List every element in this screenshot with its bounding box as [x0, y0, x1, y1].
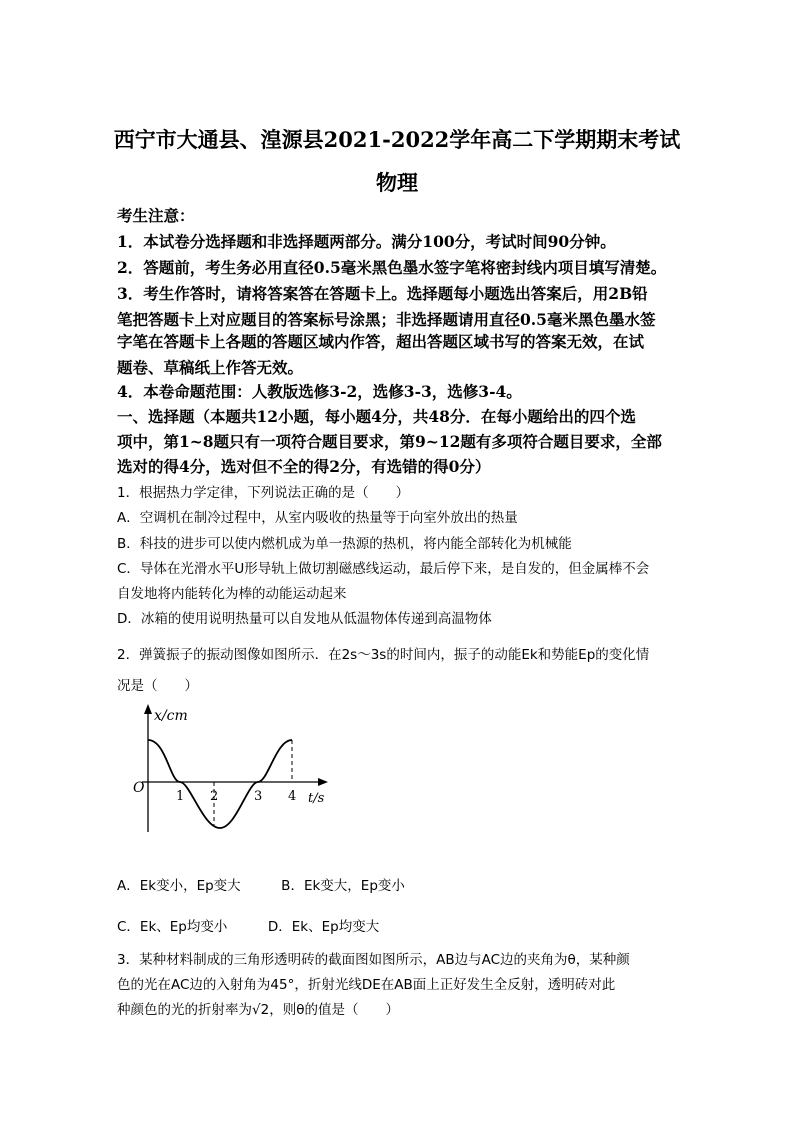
- question-1-option-b: B．科技的进步可以使内燃机成为单一热源的热机，将内能全部转化为机械能: [117, 536, 572, 552]
- notice-line: 4．本卷命题范围：人教版选修3-2，选修3-3，选修3-4。: [117, 382, 522, 401]
- tick-label: 4: [288, 789, 297, 804]
- question-1-option-a: A．空调机在制冷过程中，从室内吸收的热量等于向室外放出的热量: [117, 510, 518, 526]
- section-instructions: 选对的得4分，选对但不全的得2分，有选错的得0分）: [117, 457, 491, 476]
- question-1-option-d: D．冰箱的使用说明热量可以自发地从低温物体传递到高温物体: [117, 611, 492, 627]
- tick-label: 1: [176, 789, 185, 804]
- tick-label: 2: [210, 789, 219, 804]
- exam-title: 西宁市大通县、湟源县2021-2022学年高二下学期期末考试: [113, 127, 681, 152]
- question-1-option-c-cont: 自发地将内能转化为棒的动能运动起来: [117, 586, 347, 602]
- oscillation-graph: [128, 700, 338, 838]
- notice-line: 1．本试卷分选择题和非选择题两部分。满分100分，考试时间90分钟。: [117, 232, 616, 251]
- question-2-options-ab: A．Ek变小，Ep变大 B．Ek变大，Ep变小: [117, 878, 405, 894]
- notice-line: 题卷、草稿纸上作答无效。: [117, 358, 304, 377]
- origin-label: O: [133, 780, 145, 796]
- notice-line: 笔把答题卡上对应题目的答案标号涂黑；非选择题请用直径0.5毫米黑色墨水签: [117, 310, 656, 329]
- tick-label: 3: [254, 789, 263, 804]
- section-instructions: 项中，第1~8题只有一项符合题目要求，第9~12题有多项符合题目要求，全部: [117, 432, 662, 451]
- notice-heading: 考生注意：: [117, 206, 195, 225]
- question-3-stem: 3．某种材料制成的三角形透明砖的截面图如图所示，AB边与AC边的夹角为θ，某种颜: [117, 952, 630, 968]
- x-axis-label: t/s: [308, 791, 325, 806]
- question-3-stem: 色的光在AC边的入射角为45°，折射光线DE在AB面上正好发生全反射，透明砖对此: [117, 977, 616, 993]
- question-1-stem: 1．根据热力学定律，下列说法正确的是（ ）: [117, 485, 410, 501]
- question-2-stem-cont: 况是（ ）: [117, 678, 198, 694]
- question-3-stem: 种颜色的光的折射率为√2，则θ的值是（ ）: [117, 1002, 399, 1018]
- exam-subject: 物理: [376, 170, 418, 195]
- question-1-option-c: C．导体在光滑水平U形导轨上做切割磁感线运动，最后停下来，是自发的，但金属棒不会: [117, 561, 650, 577]
- question-2-stem: 2．弹簧振子的振动图像如图所示．在2s～3s的时间内，振子的动能Ek和势能Ep的变化情: [117, 647, 650, 663]
- notice-line: 3．考生作答时，请将答案答在答题卡上。选择题每小题选出答案后，用2B铅: [117, 284, 648, 303]
- question-2-options-cd: C．Ek、Ep均变小 D．Ek、Ep均变大: [117, 919, 380, 935]
- notice-line: 字笔在答题卡上各题的答题区域内作答，超出答题区域书写的答案无效，在试: [117, 332, 645, 351]
- notice-line: 2．答题前，考生务必用直径0.5毫米黑色墨水签字笔将密封线内项目填写清楚。: [117, 258, 667, 277]
- y-axis-label: x/cm: [154, 708, 188, 724]
- section-instructions: 一、选择题（本题共12小题，每小题4分，共48分．在每小题给出的四个选: [117, 407, 636, 426]
